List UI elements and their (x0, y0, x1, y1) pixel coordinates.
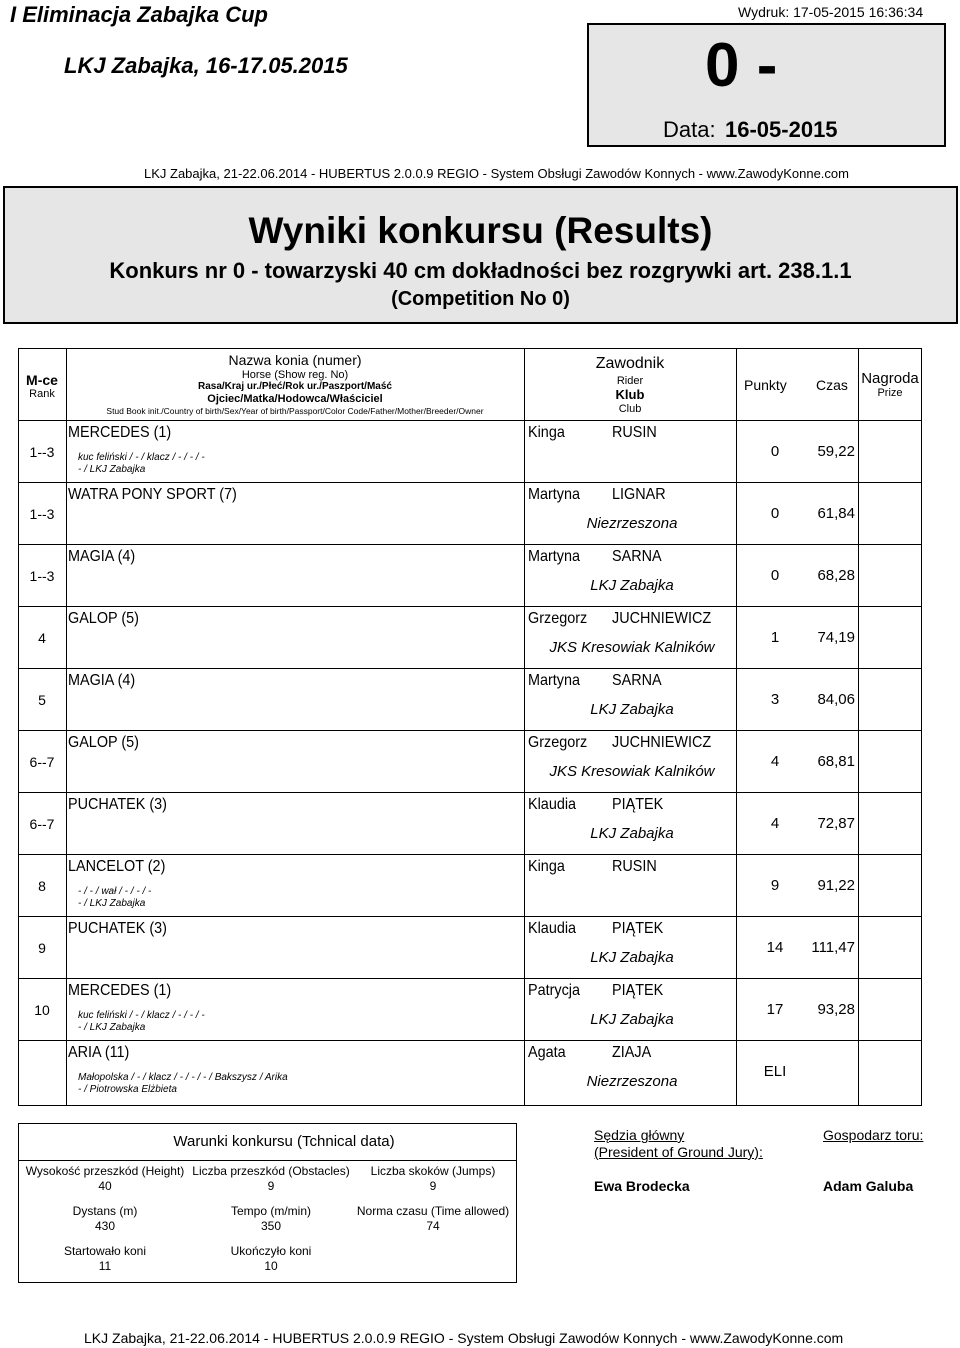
event-title: I Eliminacja Zabajka Cup (10, 2, 268, 27)
jumps-label: Liczba skoków (Jumps) (370, 1164, 496, 1178)
time-allowed-label: Norma czasu (Time allowed) (356, 1204, 510, 1218)
col-header-horse: Nazwa konia (numer) Horse (Show reg. No) Rasa/Kraj ur./Płeć/Rok ur./Paszport/Maść Ojciec/Matka/Hodowca/Właściciel Stud Book init./Country of birth/Sex/Year of birth/Passport/Color Code/Father/Mother/Breeder/Owner (106, 352, 484, 416)
row-points: 4 (770, 815, 780, 832)
rider-first-name: Grzegorz (528, 610, 588, 627)
obstacles-value: 9 (267, 1179, 275, 1193)
host-label: Gospodarz toru: (823, 1127, 924, 1143)
row-divider (18, 730, 922, 731)
row-time: 59,22 (817, 443, 855, 460)
event-place-date: LKJ Zabajka, 16-17.05.2015 (64, 53, 348, 78)
row-rank: 6--7 (29, 816, 55, 832)
competition-number: (Competition No 0) (391, 288, 570, 310)
col-header-rider: Zawodnik Rider Klub Club (595, 355, 665, 415)
finished-label: Ukończyło koni (230, 1244, 312, 1258)
rider-club: LKJ Zabajka (590, 825, 674, 842)
rider-club: LKJ Zabajka (590, 1011, 674, 1028)
tempo-label: Tempo (m/min) (230, 1204, 311, 1218)
rider-first-name: Patrycja (528, 982, 581, 999)
row-time: 72,87 (817, 815, 855, 832)
finished-value: 10 (264, 1259, 278, 1273)
rider-first-name: Klaudia (528, 796, 577, 813)
row-time: 91,22 (817, 877, 855, 894)
horse-details: Małopolska / - / klacz / - / - / - / Bakszysz / Arika - / Piotrowska Elżbieta (78, 1072, 288, 1095)
row-time: 74,19 (817, 629, 855, 646)
col-divider (858, 348, 859, 1106)
horse-name: LANCELOT (2) (68, 858, 166, 875)
row-time: 93,28 (817, 1001, 855, 1018)
col-divider (736, 348, 737, 1106)
rider-first-name: Kinga (528, 424, 565, 441)
rider-last-name: RUSIN (612, 858, 657, 875)
row-rank: 8 (38, 878, 46, 894)
rider-first-name: Agata (528, 1044, 566, 1061)
rider-club: LKJ Zabajka (590, 577, 674, 594)
row-rank: 10 (34, 1002, 50, 1018)
rider-first-name: Martyna (528, 486, 581, 503)
date-label: Data: (663, 117, 716, 142)
started-label: Startowało koni (63, 1244, 147, 1258)
row-time: 111,47 (811, 939, 855, 956)
rider-last-name: PIĄTEK (612, 982, 664, 999)
rider-club: LKJ Zabajka (590, 949, 674, 966)
rider-first-name: Grzegorz (528, 734, 588, 751)
row-rank: 1--3 (29, 506, 55, 522)
row-points: 17 (766, 1001, 784, 1018)
row-points: 0 (770, 505, 780, 522)
row-rank: 6--7 (29, 754, 55, 770)
rider-first-name: Martyna (528, 672, 581, 689)
horse-details: kuc feliński / - / klacz / - / - / - - / LKJ Zabajka (78, 1010, 205, 1033)
horse-details: - / - / wał / - / - / - - / LKJ Zabajka (78, 886, 152, 909)
horse-name: PUCHATEK (3) (68, 796, 167, 813)
rider-club: Niezrzeszona (586, 515, 678, 532)
rider-last-name: PIĄTEK (612, 796, 664, 813)
rider-club: LKJ Zabajka (590, 701, 674, 718)
horse-name: GALOP (5) (68, 610, 139, 627)
title-box (3, 186, 958, 324)
row-divider (18, 1040, 922, 1041)
height-value: 40 (98, 1179, 112, 1193)
software-line: LKJ Zabajka, 21-22.06.2014 - HUBERTUS 2.0.0.9 REGIO - System Obsługi Zawodów Konnych - www.ZawodyKonne.com (144, 166, 849, 181)
big-number: 0 - (705, 31, 778, 100)
row-time: 68,28 (817, 567, 855, 584)
row-divider (18, 916, 922, 917)
jumps-value: 9 (429, 1179, 437, 1193)
date-box (587, 23, 946, 147)
row-divider (18, 854, 922, 855)
row-points: 14 (766, 939, 784, 956)
row-time: 61,84 (817, 505, 855, 522)
rider-last-name: RUSIN (612, 424, 657, 441)
col-header-prize: Nagroda Prize (861, 370, 919, 399)
row-points: 0 (770, 443, 780, 460)
col-header-points: Punkty (744, 377, 787, 393)
row-divider (18, 792, 922, 793)
rider-last-name: LIGNAR (612, 486, 666, 503)
rider-first-name: Kinga (528, 858, 565, 875)
horse-name: MAGIA (4) (68, 548, 136, 565)
row-rank: 1--3 (29, 444, 55, 460)
row-time: 68,81 (817, 753, 855, 770)
row-points: 4 (770, 753, 780, 770)
judge-name: Ewa Brodecka (594, 1178, 690, 1194)
row-time: 84,06 (817, 691, 855, 708)
rider-club: JKS Kresowiak Kalników (549, 639, 715, 656)
conditions-title: Warunki konkursu (Tchnical data) (173, 1133, 395, 1150)
rider-last-name: SARNA (612, 672, 662, 689)
host-name: Adam Galuba (823, 1178, 914, 1194)
horse-details: kuc feliński / - / klacz / - / - / - - / LKJ Zabajka (78, 452, 205, 475)
horse-name: MAGIA (4) (68, 672, 136, 689)
row-divider (18, 668, 922, 669)
row-divider (18, 482, 922, 483)
horse-name: ARIA (11) (68, 1044, 130, 1061)
rider-last-name: ZIAJA (612, 1044, 652, 1061)
time-allowed-value: 74 (426, 1219, 440, 1233)
row-points: 3 (770, 691, 780, 708)
distance-value: 430 (94, 1219, 116, 1233)
rider-first-name: Martyna (528, 548, 581, 565)
col-header-rank: M-ce Rank (26, 372, 58, 400)
rider-last-name: JUCHNIEWICZ (612, 610, 712, 627)
row-rank: 1--3 (29, 568, 55, 584)
obstacles-label: Liczba przeszkód (Obstacles) (192, 1164, 350, 1178)
row-rank: 9 (38, 940, 46, 956)
horse-name: MERCEDES (1) (68, 982, 172, 999)
conditions-divider (18, 1160, 517, 1161)
col-header-time: Czas (816, 377, 848, 393)
judge-label: Sędzia główny (President of Ground Jury): (594, 1127, 763, 1160)
rider-last-name: PIĄTEK (612, 920, 664, 937)
date-value: 16-05-2015 (725, 117, 838, 142)
row-rank: 5 (38, 692, 46, 708)
footer: LKJ Zabajka, 21-22.06.2014 - HUBERTUS 2.0.0.9 REGIO - System Obsługi Zawodów Konnych - www.ZawodyKonne.com (84, 1330, 844, 1346)
row-points: 0 (770, 567, 780, 584)
rider-last-name: JUCHNIEWICZ (612, 734, 712, 751)
print-date: Wydruk: 17-05-2015 16:36:34 (738, 4, 924, 20)
competition-subtitle: Konkurs nr 0 - towarzyski 40 cm dokładności bez rozgrywki art. 238.1.1 (109, 258, 852, 283)
col-divider (524, 348, 525, 1106)
horse-name: WATRA PONY SPORT (7) (68, 486, 237, 503)
horse-name: MERCEDES (1) (68, 424, 172, 441)
row-points: 1 (770, 629, 780, 646)
col-divider (66, 348, 67, 1106)
horse-name: PUCHATEK (3) (68, 920, 167, 937)
rider-club: JKS Kresowiak Kalników (549, 763, 715, 780)
rider-first-name: Klaudia (528, 920, 577, 937)
rider-last-name: SARNA (612, 548, 662, 565)
row-points: 9 (770, 877, 780, 894)
distance-label: Dystans (m) (72, 1204, 138, 1218)
rider-club: Niezrzeszona (586, 1073, 678, 1090)
tempo-value: 350 (260, 1219, 282, 1233)
row-divider (18, 978, 922, 979)
height-label: Wysokość przeszkód (Height) (25, 1164, 185, 1178)
results-title: Wyniki konkursu (Results) (248, 210, 713, 251)
row-points: ELI (763, 1063, 787, 1080)
row-rank: 4 (38, 630, 46, 646)
table-header-divider (18, 420, 922, 421)
row-divider (18, 606, 922, 607)
horse-name: GALOP (5) (68, 734, 139, 751)
row-divider (18, 544, 922, 545)
started-value: 11 (98, 1259, 112, 1273)
